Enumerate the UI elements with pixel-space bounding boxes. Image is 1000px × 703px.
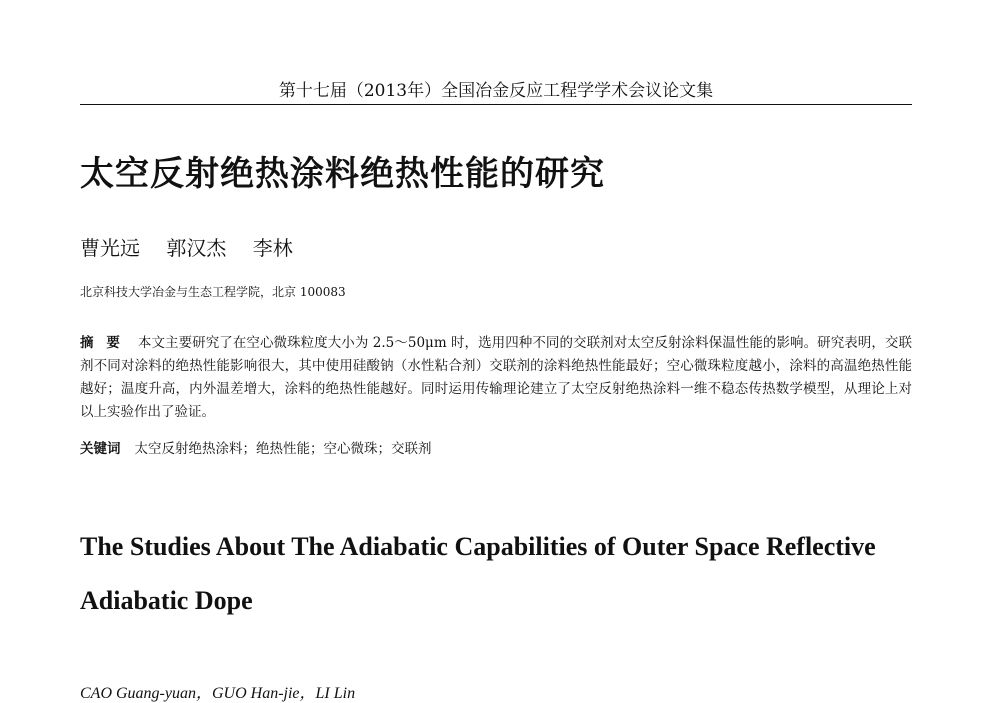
author-1: 曹光远 [80,236,140,260]
abstract-text: 本文主要研究了在空心微珠粒度大小为 2.5～50μm 时，选用四种不同的交联剂对太空反射涂料保温性能的影响。研究表明，交联剂不同对涂料的绝热性能影响很大，其中使用硅酸钠（水性粘合剂）交联剂的涂料绝热性能最好；空心微珠粒度越小，涂料的高温绝热性能越好；温度升高，内外温差增大，涂料的绝热性能越好。同时运用传输理论建立了太空反射绝热涂料一维不稳态传热数学模型，从理论上对以上实验作出了验证。 [80,335,912,420]
paper-title: 太空反射绝热涂料绝热性能的研究 [80,154,605,194]
abstract-label: 摘 要 [80,335,124,351]
author-list [80,232,313,261]
affiliation: 北京科技大学冶金与生态工程学院，北京 100083 [80,285,346,299]
author-3: 李林 [252,236,293,260]
abstract [80,332,912,424]
english-title: The Studies About The Adiabatic Capabilities of Outer Space Reflective Adiabatic Dope [80,532,876,615]
author-2: 郭汉杰 [166,236,227,260]
keywords [80,437,432,457]
keywords-label: 关键词 [80,441,121,457]
proceedings-header: 第十七届（2013年）全国冶金反应工程学学术会议论文集 [278,81,714,101]
keywords-text: 太空反射绝热涂料；绝热性能；空心微珠；交联剂 [134,441,432,457]
header-rule [80,104,912,105]
english-authors: CAO Guang-yuan，GUO Han-jie，LI Lin [80,685,356,702]
